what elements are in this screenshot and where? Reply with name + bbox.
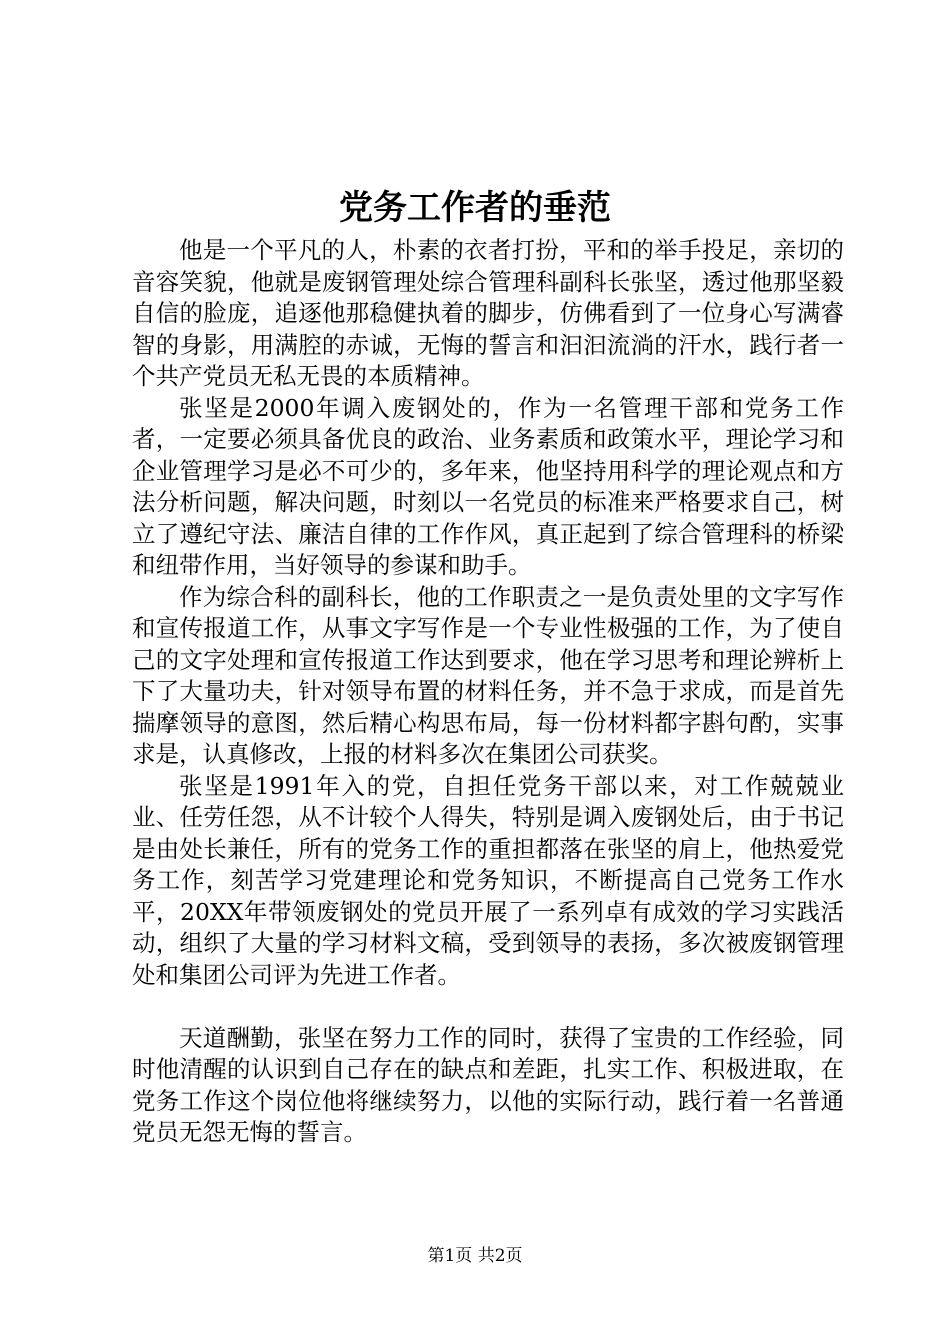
document-body: [132, 235, 844, 1149]
paragraph-1: 他是一个平凡的人，朴素的衣者打扮，平和的举手投足，亲切的音容笑貌，他就是废钢管理处综合管理科副科长张坚，透过他那坚毅自信的脸庞，追逐他那稳健执着的脚步，仿佛看到了一位身心写满睿智的身影，用满腔的赤诚，无悔的誓言和汩汩流淌的汗水，践行者一个共产党员无私无畏的本质精神。: [132, 236, 844, 390]
paragraph-5: 天道酬勤，张坚在努力工作的同时，获得了宝贵的工作经验，同时他清醒的认识到自己存在的缺点和差距，扎实工作、积极进取，在党务工作这个岗位他将继续努力，以他的实际行动，践行着一名普通党员无怨无悔的誓言。: [132, 1023, 844, 1146]
document-title: 党务工作者的垂范: [339, 188, 611, 228]
paragraph-3: 作为综合科的副科长，他的工作职责之一是负责处里的文字写作和宣传报道工作，从事文字写作是一个专业性极强的工作，为了使自己的文字处理和宣传报道工作达到要求，他在学习思考和理论辨析上下了大量功夫，针对领导布置的材料任务，并不急于求成，而是首先揣摩领导的意图，然后精心构思布局，每一份材料都字斟句酌，实事求是，认真修改，上报的材料多次在集团公司获奖。: [132, 582, 844, 768]
page-footer: 第1页 共2页: [427, 1246, 523, 1266]
paragraph-4: 张坚是1991年入的党，自担任党务干部以来，对工作兢兢业业、任劳任怨，从不计较个人得失，特别是调入废钢处后，由于书记是由处长兼任，所有的党务工作的重担都落在张坚的肩上，他热爱党务工作，刻苦学习党建理论和党务知识，不断提高自己党务工作水平，20XX年带领废钢处的党员开展了一系列卓有成效的学习实践活动，组织了大量的学习材料文稿，受到领导的表扬，多次被废钢管理处和集团公司评为先进工作者。: [132, 771, 844, 989]
paragraph-2: 张坚是2000年调入废钢处的，作为一名管理干部和党务工作者，一定要必须具备优良的政治、业务素质和政策水平，理论学习和企业管理学习是必不可少的，多年来，他坚持用科学的理论观点和方法分析问题，解决问题，时刻以一名党员的标准来严格要求自己，树立了遵纪守法、廉洁自律的工作作风，真正起到了综合管理科的桥梁和纽带作用，当好领导的参谋和助手。: [132, 393, 844, 579]
